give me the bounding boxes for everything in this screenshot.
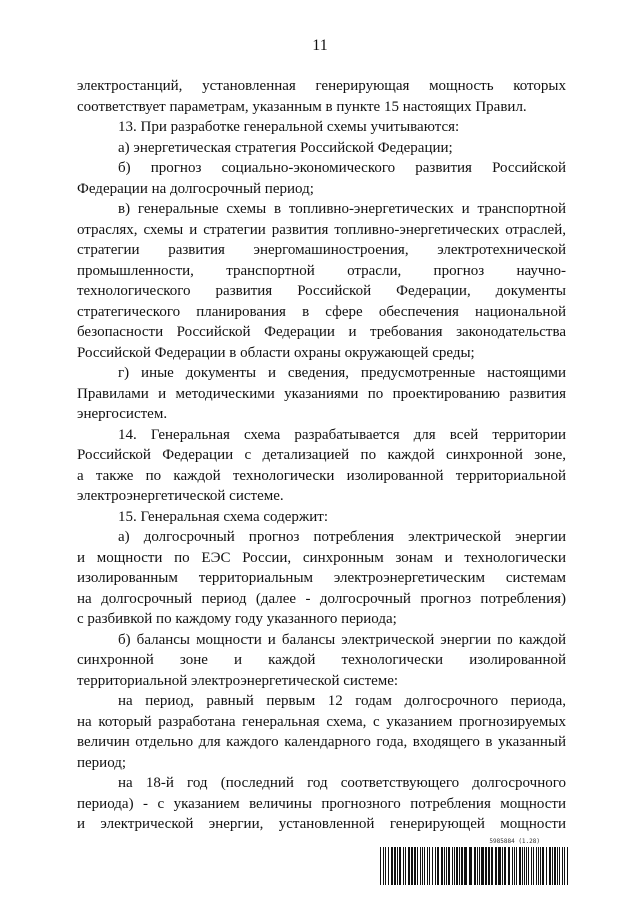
document-code: 5985884 (1.28) — [489, 838, 540, 845]
text-line: г) иные документы и сведения, предусмотренные настоящими — [118, 365, 566, 381]
page-number: 11 — [312, 37, 328, 54]
text-line: промышленности, транспортной отрасли, прогноз научно- — [77, 262, 566, 279]
text-line: Федерации на долгосрочный период; — [77, 180, 314, 197]
text-line: Правилами и методическими указаниями по проектированию развития — [77, 385, 566, 402]
text-line: а также по каждой технологически изолированной территориальной — [77, 467, 566, 484]
text-line: а) энергетическая стратегия Российской Федерации; — [118, 139, 453, 156]
text-line: с разбивкой по каждому году указанного периода; — [77, 611, 397, 627]
text-line: соответствует параметрам, указанным в пункте 15 настоящих Правил. — [77, 98, 527, 115]
text-line: на период, равный первым 12 годам долгосрочного периода, — [118, 693, 566, 709]
text-line: на 18-й год (последний год соответствующего долгосрочного — [118, 775, 566, 791]
text-line: на долгосрочный период (далее - долгосрочный прогноз потребления) — [77, 590, 566, 607]
text-line: 14. Генеральная схема разрабатывается для всей территории — [118, 426, 566, 443]
text-line: 15. Генеральная схема содержит: — [118, 508, 328, 525]
text-line: технологического развития Российской Федерации, документы — [77, 283, 566, 299]
text-line: Российской Федерации в области охраны окружающей среды; — [77, 344, 475, 361]
text-line: б) прогноз социально-экономического развития Российской — [118, 160, 566, 176]
text-line: электроэнергетической системе. — [77, 488, 284, 504]
text-line: изолированным территориальным электроэнергетическим системам — [77, 570, 566, 586]
text-line: стратегии развития энергомашиностроения, электротехнической — [77, 242, 566, 258]
text-line: безопасности Российской Федерации и требования законодательства — [77, 324, 566, 340]
text-line: периода) - с указанием величины прогнозного потребления мощности — [77, 795, 566, 812]
text-line: б) балансы мощности и балансы электрической энергии по каждой — [118, 631, 566, 648]
text-line: Российской Федерации с детализацией по каждой синхронной зоне, — [77, 447, 566, 463]
text-line: стратегического планирования в сфере обеспечения национальной — [77, 303, 566, 320]
text-line: в) генеральные схемы в топливно-энергетических и транспортной — [118, 201, 566, 217]
text-line: величин отдельно для каждого календарного года, входящего в указанный — [77, 734, 566, 750]
text-line: а) долгосрочный прогноз потребления электрической энергии — [118, 529, 566, 545]
text-line: территориальной электроэнергетической системе: — [77, 672, 399, 689]
text-line: энергосистем. — [77, 406, 168, 422]
text-line: период; — [77, 754, 127, 771]
barcode-icon — [380, 847, 568, 885]
text-line: и мощности по ЕЭС России, синхронным зонам и технологически — [77, 549, 566, 566]
body-text — [77, 76, 566, 835]
text-line: и электрической энергии, установленной генерирующей мощности — [77, 816, 566, 832]
text-line: отраслях, схемы и стратегии развития топливно-энергетических отраслей, — [77, 221, 566, 238]
text-line: на который разработана генеральная схема, с указанием прогнозируемых — [77, 713, 566, 730]
text-line: электростанций, установленная генерирующая мощность которых — [77, 78, 566, 94]
text-line: 13. При разработке генеральной схемы учитываются: — [118, 119, 460, 135]
text-line: синхронной зоне и каждой технологически изолированной — [77, 652, 566, 668]
